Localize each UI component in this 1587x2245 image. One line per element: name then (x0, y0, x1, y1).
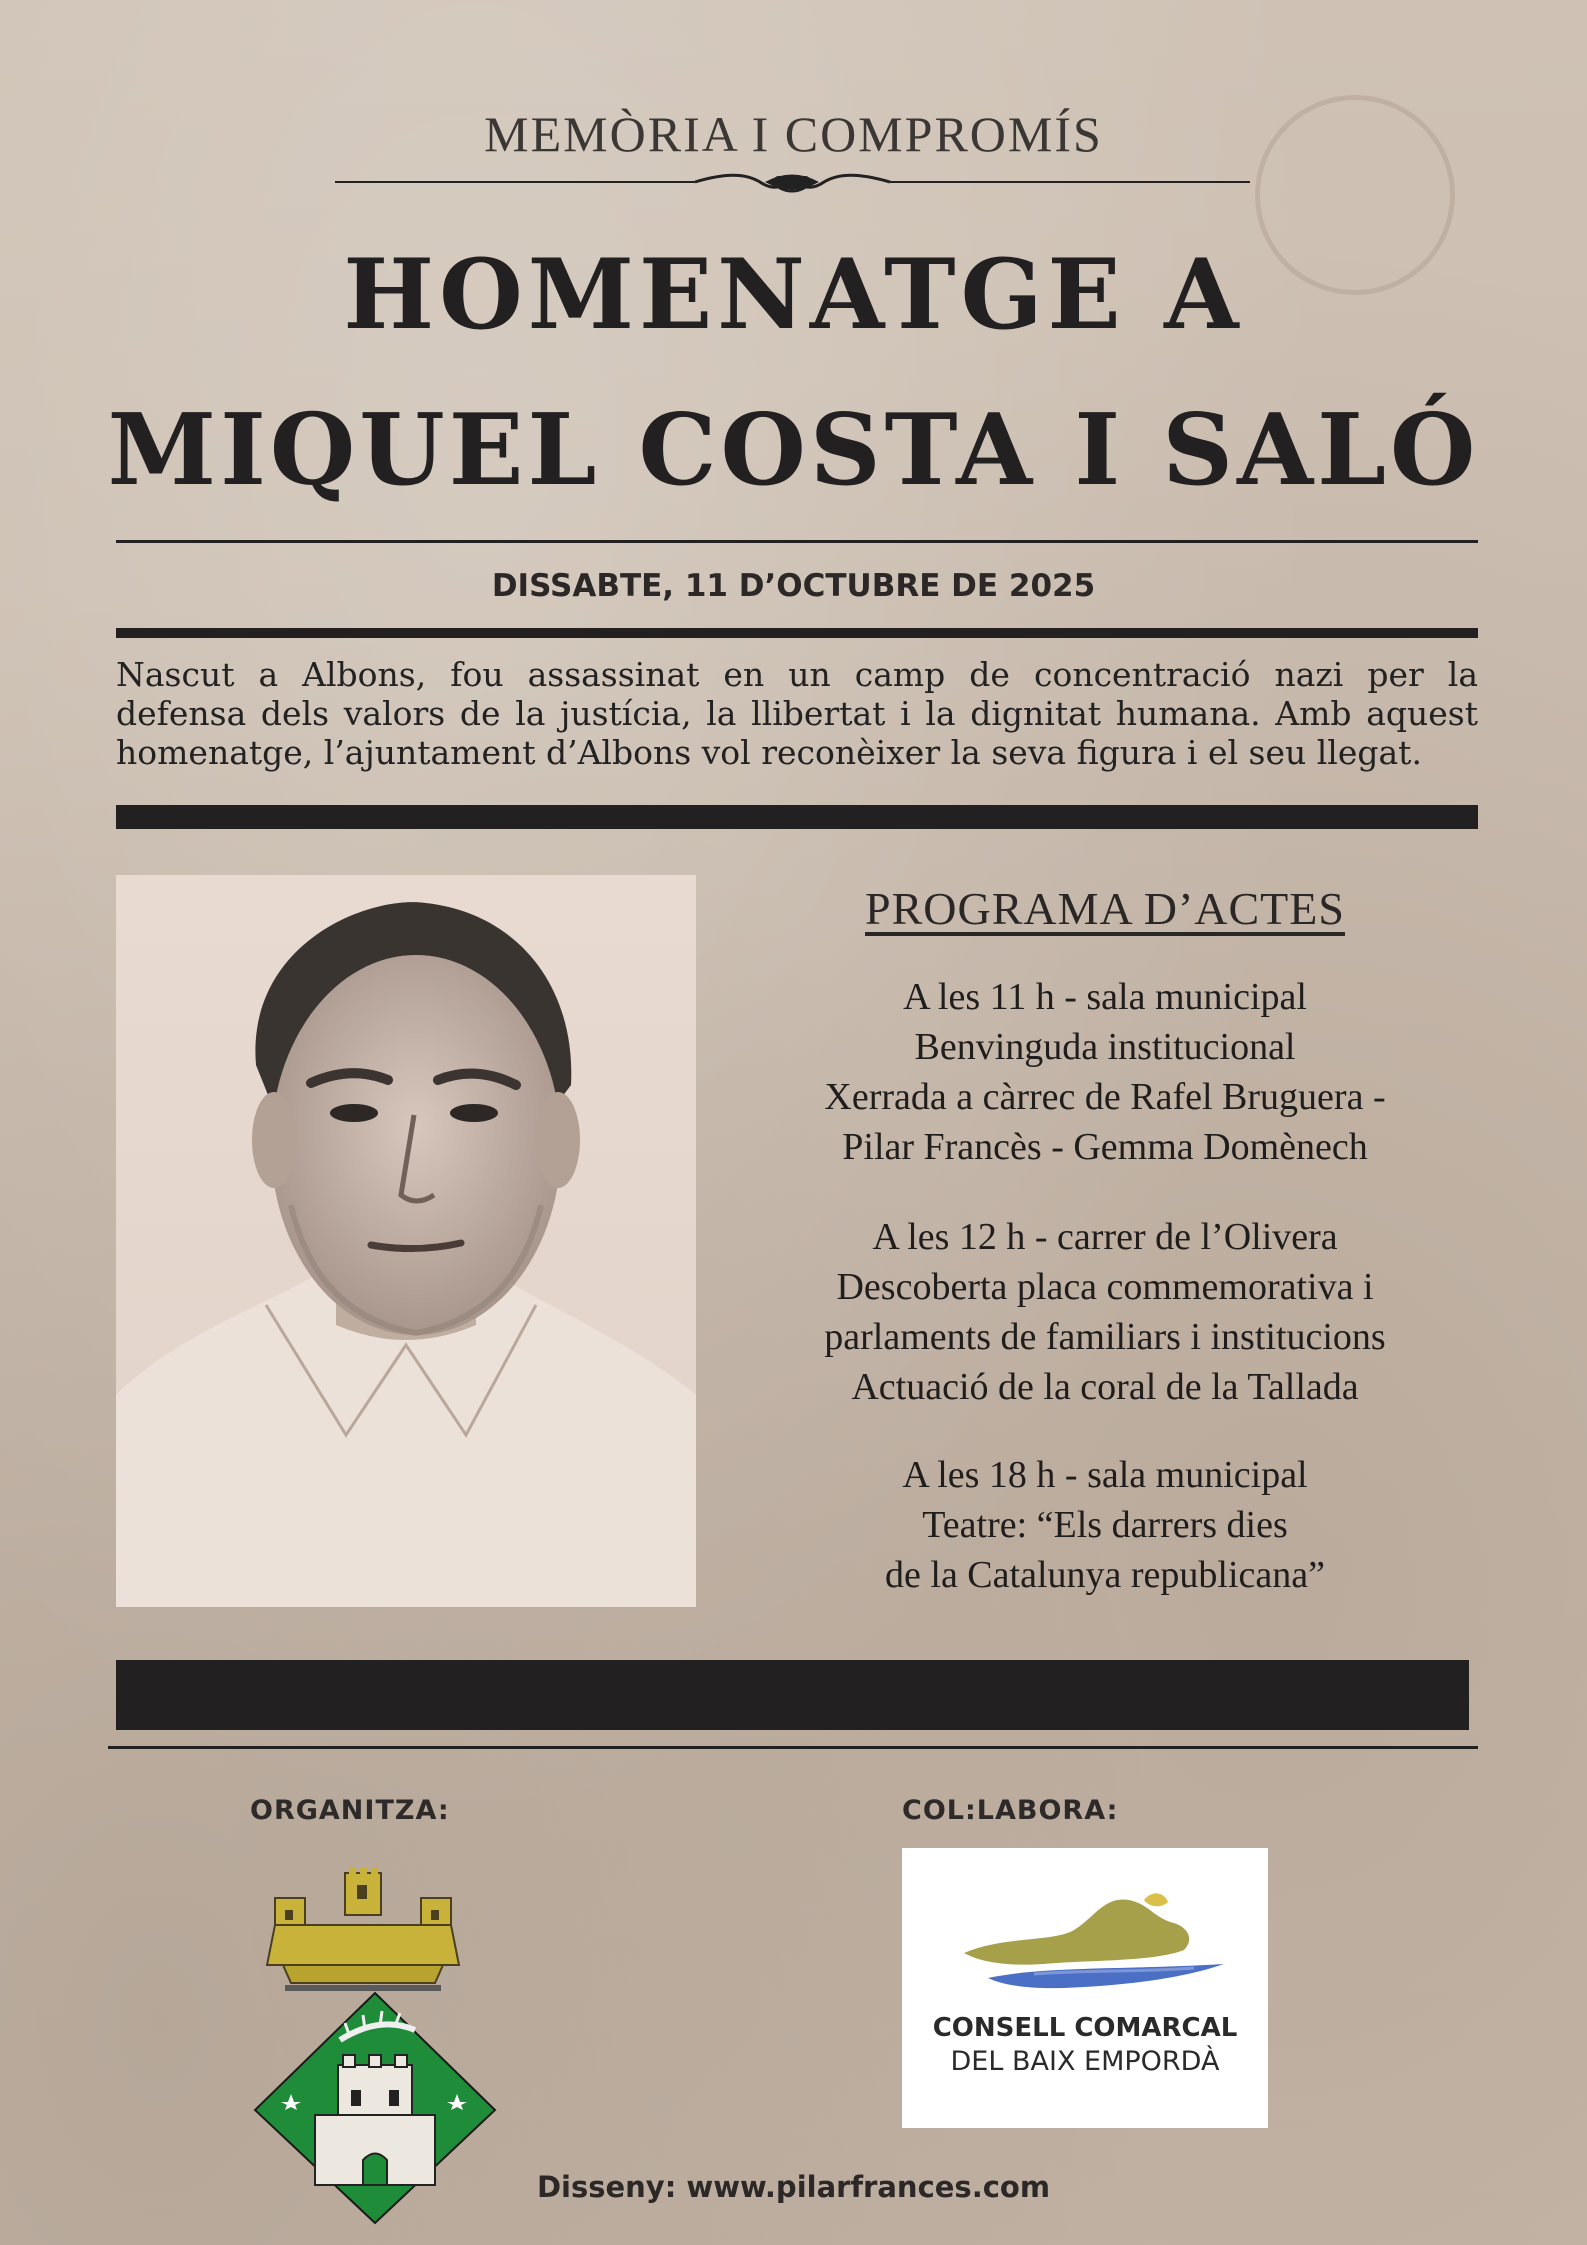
program-block-2 (740, 1212, 1470, 1412)
main-title-line1: HOMENATGE A (343, 238, 1244, 351)
event-date: DISSABTE, 11 D’OCTUBRE DE 2025 (491, 568, 1096, 604)
partner-logo (902, 1848, 1268, 2128)
program-block-1 (740, 972, 1470, 1172)
partner-name-line2: DEL BAIX EMPORDÀ (950, 2046, 1220, 2077)
bottom-bar (116, 1660, 1469, 1730)
intro-line: homenatge, l’ajuntament d’Albons vol reconèixer la seva figura i el seu llegat. (116, 733, 1422, 772)
date-rule (116, 628, 1478, 638)
colabora-label: COL:LABORA: (902, 1795, 1119, 1826)
intro-paragraph (116, 655, 1478, 772)
program-line: A les 11 h - sala municipal (903, 976, 1307, 1018)
program-line: A les 12 h - carrer de l’Olivera (872, 1216, 1338, 1258)
organitza-label: ORGANITZA: (250, 1795, 450, 1826)
top-rule (116, 540, 1478, 543)
partner-name-line1: CONSELL COMARCAL (932, 2013, 1238, 2043)
main-title-line2: MIQUEL COSTA I SALÓ (107, 393, 1480, 508)
program-line: Teatre: “Els darrers dies (922, 1504, 1288, 1546)
intro-line: Nascut a Albons, fou assassinat en un camp de concentració nazi per la (116, 655, 1478, 694)
program-heading: PROGRAMA D’ACTES (865, 883, 1345, 934)
footer-rule (108, 1746, 1478, 1749)
flourish-divider-icon (335, 165, 1250, 199)
program-line: A les 18 h - sala municipal (902, 1454, 1308, 1496)
program-line: Pilar Francès - Gemma Domènech (842, 1126, 1368, 1168)
consell-comarcal-logo-icon (924, 1878, 1246, 1998)
program-line: Xerrada a càrrec de Rafel Bruguera - (824, 1076, 1386, 1118)
program-block-3 (740, 1450, 1470, 1600)
kicker-heading: MEMÒRIA I COMPROMÍS (484, 106, 1103, 162)
intro-line: defensa dels valors de la justícia, la llibertat i la dignitat humana. Amb aquest (116, 694, 1478, 733)
program-line: parlaments de familiars i institucions (824, 1316, 1386, 1358)
design-credit: Disseny: www.pilarfrances.com (536, 2170, 1051, 2204)
program-line: de la Catalunya republicana” (885, 1554, 1325, 1596)
program-line: Benvinguda institucional (914, 1026, 1296, 1068)
program-line: Descoberta placa commemorativa i (836, 1266, 1374, 1308)
portrait-icon (116, 875, 696, 1607)
portrait-photo (116, 875, 696, 1607)
intro-rule (116, 805, 1478, 829)
program-line: Actuació de la coral de la Tallada (851, 1366, 1359, 1408)
